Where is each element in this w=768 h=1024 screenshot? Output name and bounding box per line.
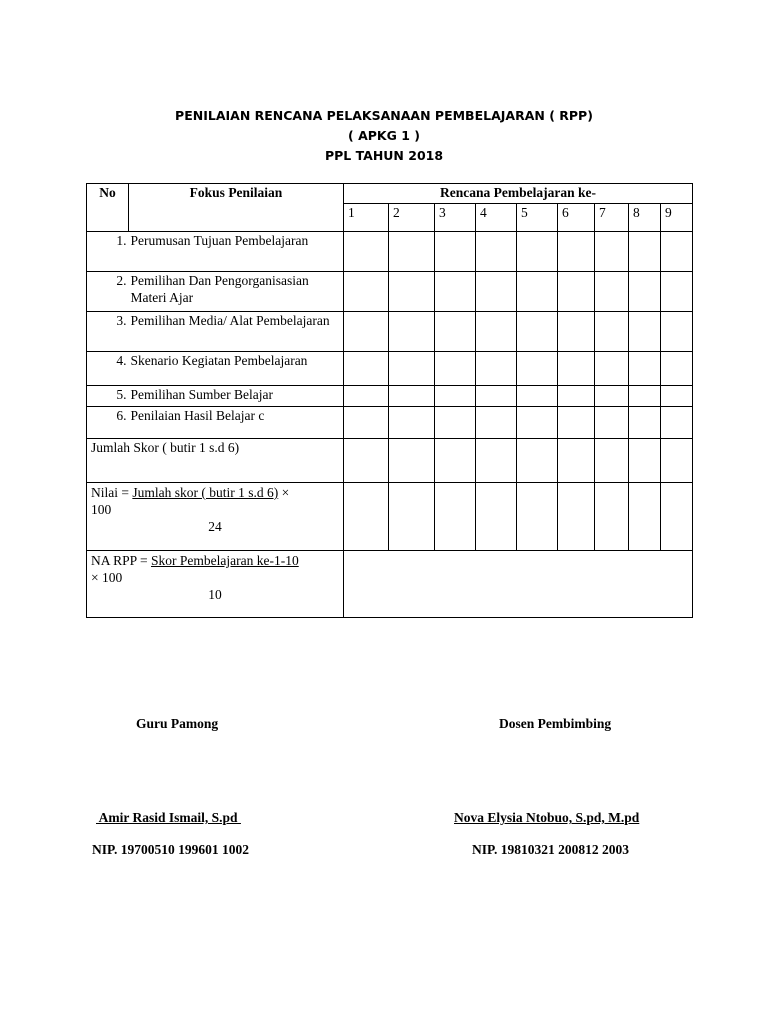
column-number: 1 xyxy=(344,204,389,232)
jumlah-skor-row xyxy=(87,439,693,483)
header-no: No xyxy=(87,184,129,232)
score-cell[interactable] xyxy=(558,232,595,272)
score-cell[interactable] xyxy=(629,439,661,483)
score-cell[interactable] xyxy=(517,386,558,407)
document-title: PENILAIAN RENCANA PELAKSANAAN PEMBELAJARAN ( RPP) xyxy=(175,108,593,123)
score-cell[interactable] xyxy=(558,483,595,551)
item-number: 5. xyxy=(87,386,129,407)
na-rpp-multiplier: × 100 xyxy=(91,570,123,585)
item-text: Skenario Kegiatan Pembelajaran xyxy=(129,352,344,386)
score-cell[interactable] xyxy=(476,483,517,551)
score-cell[interactable] xyxy=(661,386,693,407)
score-cell[interactable] xyxy=(595,439,629,483)
nilai-row xyxy=(87,483,693,551)
score-cell[interactable] xyxy=(558,272,595,312)
score-cell[interactable] xyxy=(661,272,693,312)
item-number: 1. xyxy=(87,232,129,272)
nilai-denominator: 24 xyxy=(208,519,222,534)
dosen-pembimbing-nip: NIP. 19810321 200812 2003 xyxy=(472,842,630,857)
score-cell[interactable] xyxy=(629,352,661,386)
score-cell[interactable] xyxy=(517,232,558,272)
score-cell[interactable] xyxy=(595,407,629,439)
score-cell[interactable] xyxy=(595,312,629,352)
score-cell[interactable] xyxy=(629,232,661,272)
score-cell[interactable] xyxy=(629,407,661,439)
score-cell[interactable] xyxy=(344,439,389,483)
score-cell[interactable] xyxy=(595,352,629,386)
score-cell[interactable] xyxy=(344,312,389,352)
column-number: 7 xyxy=(595,204,629,232)
nilai-numerator: Jumlah skor ( butir 1 s.d 6) xyxy=(132,485,279,500)
item-text: Pemilihan Dan Pengorganisasian Materi Ajar xyxy=(129,272,344,312)
item-text: Perumusan Tujuan Pembelajaran xyxy=(129,232,344,272)
score-cell[interactable] xyxy=(595,483,629,551)
score-cell[interactable] xyxy=(476,272,517,312)
document-subtitle: ( APKG 1 ) xyxy=(348,128,420,143)
score-cell[interactable] xyxy=(595,272,629,312)
score-cell[interactable] xyxy=(661,483,693,551)
column-number: 9 xyxy=(661,204,693,232)
score-cell[interactable] xyxy=(389,312,435,352)
dosen-pembimbing-name: Nova Elysia Ntobuo, S.pd, M.pd xyxy=(454,810,640,825)
score-cell[interactable] xyxy=(558,439,595,483)
score-cell[interactable] xyxy=(595,232,629,272)
score-cell[interactable] xyxy=(435,439,476,483)
table-row xyxy=(87,312,693,352)
item-number: 3. xyxy=(87,312,129,352)
score-cell[interactable] xyxy=(629,483,661,551)
table-row xyxy=(87,386,693,407)
score-cell[interactable] xyxy=(476,232,517,272)
na-rpp-numerator: Skor Pembelajaran ke-1-10 xyxy=(151,553,299,568)
header-focus: Fokus Penilaian xyxy=(129,184,344,232)
score-cell[interactable] xyxy=(517,407,558,439)
item-text: Pemilihan Media/ Alat Pembelajaran xyxy=(129,312,344,352)
score-cell[interactable] xyxy=(389,352,435,386)
assessment-table xyxy=(86,183,693,618)
score-cell[interactable] xyxy=(476,386,517,407)
nilai-suffix: × xyxy=(278,485,290,500)
item-number: 6. xyxy=(87,407,129,439)
score-cell[interactable] xyxy=(435,407,476,439)
score-cell[interactable] xyxy=(517,483,558,551)
score-cell[interactable] xyxy=(595,386,629,407)
header-plan: Rencana Pembelajaran ke- xyxy=(344,184,693,204)
score-cell[interactable] xyxy=(629,272,661,312)
score-cell[interactable] xyxy=(661,232,693,272)
jumlah-skor-label: Jumlah Skor ( butir 1 s.d 6) xyxy=(87,439,344,483)
score-cell[interactable] xyxy=(661,439,693,483)
score-cell[interactable] xyxy=(476,312,517,352)
guru-pamong-name: Amir Rasid Ismail, S.pd xyxy=(96,810,241,825)
item-text: Penilaian Hasil Belajar c xyxy=(129,407,344,439)
score-cell[interactable] xyxy=(344,386,389,407)
column-number: 5 xyxy=(517,204,558,232)
score-cell[interactable] xyxy=(344,232,389,272)
table-row xyxy=(87,352,693,386)
score-cell[interactable] xyxy=(661,312,693,352)
score-cell[interactable] xyxy=(344,352,389,386)
score-cell[interactable] xyxy=(344,272,389,312)
nilai-prefix: Nilai = xyxy=(91,485,133,500)
table-row xyxy=(87,232,693,272)
score-cell[interactable] xyxy=(517,272,558,312)
score-cell[interactable] xyxy=(558,312,595,352)
item-number: 4. xyxy=(87,352,129,386)
nilai-multiplier: 100 xyxy=(91,502,112,517)
na-rpp-formula xyxy=(87,551,344,618)
score-cell[interactable] xyxy=(517,352,558,386)
na-rpp-denominator: 10 xyxy=(208,587,222,602)
score-cell[interactable] xyxy=(389,483,435,551)
na-rpp-prefix: NA RPP = xyxy=(91,553,152,568)
score-cell[interactable] xyxy=(389,407,435,439)
score-cell[interactable] xyxy=(629,312,661,352)
score-cell[interactable] xyxy=(629,386,661,407)
dosen-pembimbing-label: Dosen Pembimbing xyxy=(499,716,612,731)
score-cell[interactable] xyxy=(435,352,476,386)
column-number: 2 xyxy=(389,204,435,232)
score-cell[interactable] xyxy=(661,407,693,439)
column-number: 6 xyxy=(558,204,595,232)
score-cell[interactable] xyxy=(435,272,476,312)
column-number: 3 xyxy=(435,204,476,232)
score-cell[interactable] xyxy=(389,272,435,312)
score-cell[interactable] xyxy=(558,386,595,407)
score-cell[interactable] xyxy=(476,407,517,439)
column-number: 4 xyxy=(476,204,517,232)
guru-pamong-label: Guru Pamong xyxy=(136,716,219,731)
nilai-formula xyxy=(87,483,344,551)
na-rpp-value-cell[interactable] xyxy=(344,551,693,618)
table-row xyxy=(87,272,693,312)
item-number: 2. xyxy=(87,272,129,312)
document-year: PPL TAHUN 2018 xyxy=(324,148,444,163)
item-text: Pemilihan Sumber Belajar xyxy=(129,386,344,407)
guru-pamong-nip: NIP. 19700510 199601 1002 xyxy=(92,842,250,857)
score-cell[interactable] xyxy=(661,352,693,386)
score-cell[interactable] xyxy=(344,483,389,551)
table-row xyxy=(87,407,693,439)
score-cell[interactable] xyxy=(476,439,517,483)
score-cell[interactable] xyxy=(558,407,595,439)
score-cell[interactable] xyxy=(558,352,595,386)
score-cell[interactable] xyxy=(517,439,558,483)
score-cell[interactable] xyxy=(435,232,476,272)
na-rpp-row xyxy=(87,551,693,618)
score-cell[interactable] xyxy=(517,312,558,352)
score-cell[interactable] xyxy=(435,386,476,407)
score-cell[interactable] xyxy=(389,232,435,272)
score-cell[interactable] xyxy=(476,352,517,386)
column-number: 8 xyxy=(629,204,661,232)
score-cell[interactable] xyxy=(389,439,435,483)
score-cell[interactable] xyxy=(435,483,476,551)
score-cell[interactable] xyxy=(435,312,476,352)
score-cell[interactable] xyxy=(344,407,389,439)
score-cell[interactable] xyxy=(389,386,435,407)
